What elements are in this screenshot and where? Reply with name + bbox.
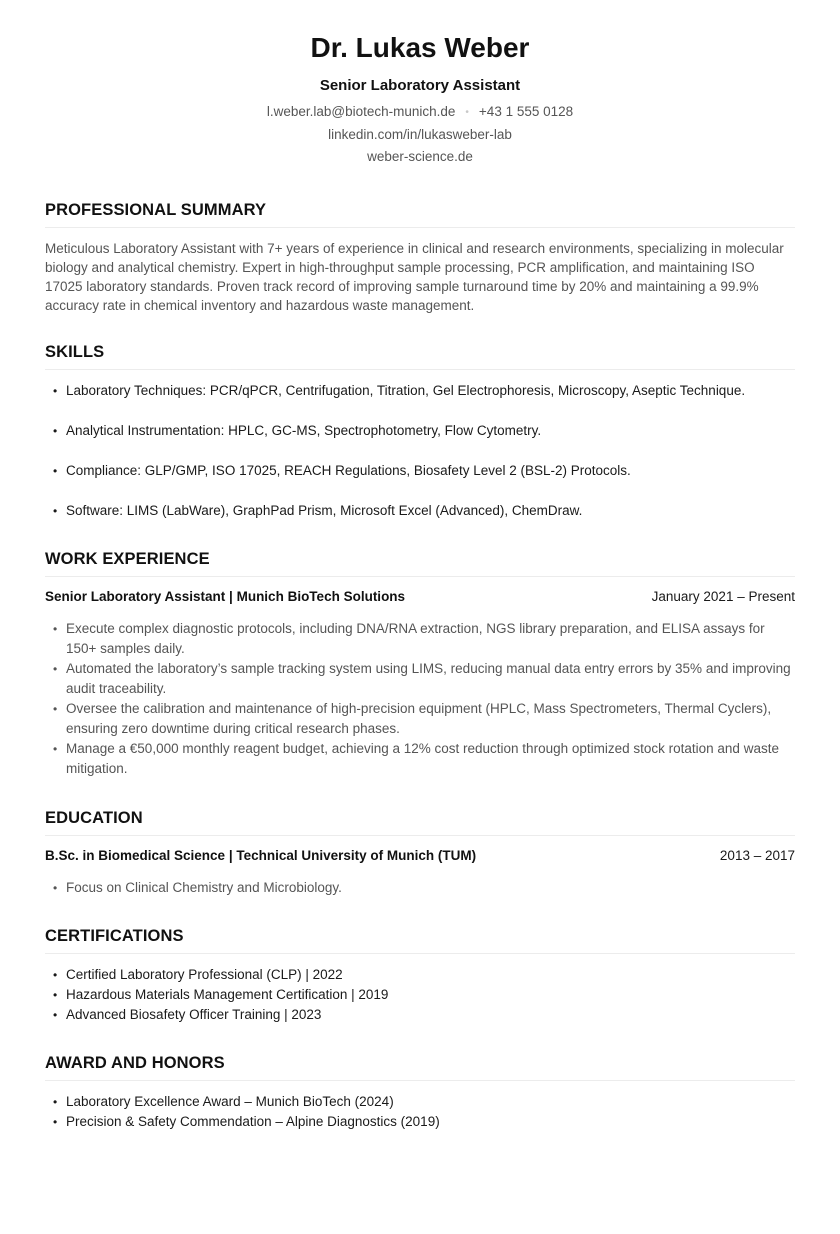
- section-heading-skills: SKILLS: [45, 342, 795, 370]
- resume-header: [45, 0, 795, 168]
- bullet-icon: •: [53, 881, 58, 895]
- list-item: [45, 878, 795, 898]
- bullet-icon: •: [53, 1115, 58, 1129]
- section-experience: [45, 549, 795, 779]
- skill-text: Laboratory Techniques: PCR/qPCR, Centrifugation, Titration, Gel Electrophoresis, Microscopy, Aseptic Technique.: [66, 383, 746, 398]
- awards-list: [45, 1092, 795, 1132]
- education-degree: B.Sc. in Biomedical Science | Technical University of Munich (TUM): [45, 848, 477, 863]
- candidate-name: Dr. Lukas Weber: [310, 32, 530, 63]
- experience-role: Senior Laboratory Assistant | Munich BioTech Solutions: [45, 589, 406, 604]
- bullet-icon: •: [53, 1008, 58, 1022]
- contact-phone[interactable]: +43 1 555 0128: [478, 104, 574, 119]
- contact-line-primary: [45, 101, 795, 124]
- list-item: [45, 985, 795, 1005]
- section-heading-experience: WORK EXPERIENCE: [45, 549, 795, 577]
- bullet-icon: •: [53, 988, 58, 1002]
- certifications-list: [45, 965, 795, 1025]
- section-heading-education: EDUCATION: [45, 808, 795, 836]
- education-bullet-text: Focus on Clinical Chemistry and Microbiology.: [66, 880, 342, 895]
- bullet-icon: •: [53, 702, 58, 716]
- bullet-icon: •: [53, 662, 58, 676]
- bullet-icon: •: [53, 1095, 58, 1109]
- contact-email[interactable]: l.weber.lab@biotech-munich.de: [266, 104, 456, 119]
- award-text: Laboratory Excellence Award – Munich BioTech (2024): [66, 1094, 394, 1109]
- candidate-title: Senior Laboratory Assistant: [319, 77, 521, 94]
- summary-paragraph: Meticulous Laboratory Assistant with 7+ years of experience in clinical and research environments, specializing in molecular biology and analytical chemistry. Expert in high-throughput sample processing, PCR amplification, and maintaining ISO 17025 laboratory standards. Proven track record of improving sample turnaround time by 20% and maintaining a 99.9% accuracy rate in chemical inventory and hazardous waste management.: [45, 241, 784, 313]
- experience-entry-header: [45, 588, 795, 606]
- education-dates: 2013 – 2017: [719, 848, 795, 863]
- certification-text: Certified Laboratory Professional (CLP) | 2022: [66, 967, 343, 982]
- skill-text: Analytical Instrumentation: HPLC, GC-MS, Spectrophotometry, Flow Cytometry.: [66, 423, 542, 438]
- list-item: [45, 619, 795, 659]
- section-heading-summary: PROFESSIONAL SUMMARY: [45, 200, 795, 228]
- skill-text: Compliance: GLP/GMP, ISO 17025, REACH Regulations, Biosafety Level 2 (BSL-2) Protocols.: [66, 463, 631, 478]
- list-item: [45, 1112, 795, 1132]
- bullet-icon: •: [53, 464, 58, 478]
- list-item: [45, 739, 795, 779]
- experience-bullet-text: Oversee the calibration and maintenance of high-precision equipment (HPLC, Mass Spectrometers, Thermal Cyclers), ensuring zero downtime during critical research phases.: [66, 701, 772, 736]
- section-education: [45, 808, 795, 898]
- section-certifications: [45, 926, 795, 1025]
- list-item: [45, 965, 795, 985]
- experience-bullet-text: Execute complex diagnostic protocols, including DNA/RNA extraction, NGS library preparation, and ELISA assays for 150+ samples daily.: [66, 621, 765, 656]
- list-item: [45, 461, 795, 481]
- list-item: [45, 501, 795, 521]
- bullet-icon: •: [53, 968, 58, 982]
- bullet-icon: •: [53, 424, 58, 438]
- section-skills: [45, 342, 795, 521]
- experience-list: [45, 619, 795, 779]
- experience-dates: January 2021 – Present: [651, 589, 795, 604]
- section-heading-awards: AWARD AND HONORS: [45, 1053, 795, 1081]
- experience-bullet-text: Automated the laboratory’s sample tracking system using LIMS, reducing manual data entry errors by 35% and improving audit traceability.: [66, 661, 791, 696]
- bullet-icon: •: [53, 622, 58, 636]
- list-item: [45, 1092, 795, 1112]
- list-item: [45, 421, 795, 441]
- skills-list: [45, 381, 795, 521]
- bullet-icon: •: [53, 742, 58, 756]
- section-heading-certifications: CERTIFICATIONS: [45, 926, 795, 954]
- education-list: [45, 878, 795, 898]
- certification-text: Advanced Biosafety Officer Training | 2023: [66, 1007, 322, 1022]
- list-item: [45, 659, 795, 699]
- skill-text: Software: LIMS (LabWare), GraphPad Prism, Microsoft Excel (Advanced), ChemDraw.: [66, 503, 583, 518]
- certification-text: Hazardous Materials Management Certification | 2019: [66, 987, 389, 1002]
- bullet-icon: •: [53, 384, 58, 398]
- bullet-icon: •: [53, 504, 58, 518]
- contact-website[interactable]: weber-science.de: [367, 149, 473, 164]
- education-entry-header: [45, 847, 795, 865]
- contact-separator: •: [465, 107, 469, 118]
- experience-bullet-text: Manage a €50,000 monthly reagent budget, achieving a 12% cost reduction through optimized stock rotation and waste mitigation.: [66, 741, 779, 776]
- contact-linkedin[interactable]: linkedin.com/in/lukasweber-lab: [328, 127, 512, 142]
- list-item: [45, 699, 795, 739]
- award-text: Precision & Safety Commendation – Alpine Diagnostics (2019): [66, 1114, 440, 1129]
- section-awards: [45, 1053, 795, 1132]
- list-item: [45, 1005, 795, 1025]
- section-summary: [45, 200, 795, 315]
- list-item: [45, 381, 795, 401]
